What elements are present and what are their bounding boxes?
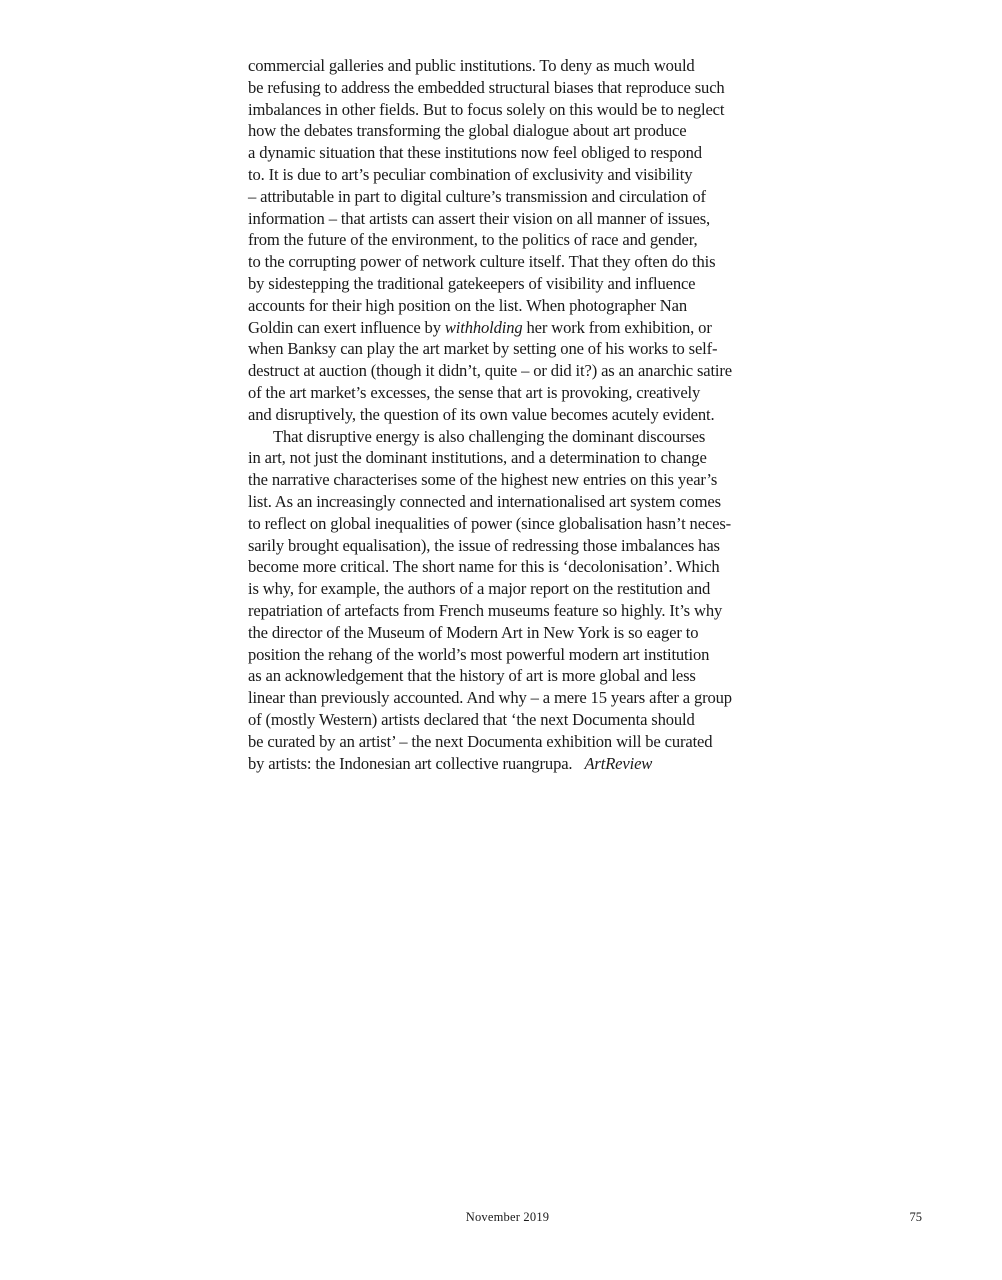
text-line: be curated by an artist’ – the next Documenta exhibition will be curated <box>248 731 713 751</box>
text-line: position the rehang of the world’s most powerful modern art institution <box>248 644 710 664</box>
publication-signature: ArtReview <box>584 753 653 773</box>
text-line: a dynamic situation that these institutions now feel obliged to respond <box>248 143 702 163</box>
page-number: 75 <box>909 1210 922 1224</box>
text-line: to reflect on global inequalities of power (since globalisation hasn’t neces- <box>248 513 732 533</box>
text-line: sarily brought equalisation), the issue of redressing those imbalances has <box>248 535 720 555</box>
text-line: imbalances in other fields. But to focus solely on this would be to neglect <box>248 99 725 119</box>
text-line: from the future of the environment, to the politics of race and gender, <box>248 230 698 250</box>
text-line: to the corrupting power of network culture itself. That they often do this <box>248 252 716 272</box>
text-line: list. As an increasingly connected and internationalised art system comes <box>248 491 721 511</box>
text-line: become more critical. The short name for this is ‘decolonisation’. Which <box>248 557 720 577</box>
text-line: of the art market’s excesses, the sense that art is provoking, creatively <box>248 382 701 402</box>
text-fragment: Goldin can exert influence by <box>248 317 445 337</box>
text-line: be refusing to address the embedded structural biases that reproduce such <box>248 77 725 97</box>
text-line: – attributable in part to digital culture’s transmission and circulation of <box>248 186 706 206</box>
text-line: by sidestepping the traditional gatekeepers of visibility and influence <box>248 273 696 293</box>
footer-date: November 2019 <box>465 1210 550 1224</box>
article-body <box>248 55 740 774</box>
text-line: the director of the Museum of Modern Art in New York is so eager to <box>248 622 699 642</box>
text-line: as an acknowledgement that the history of art is more global and less <box>248 666 696 686</box>
text-line: accounts for their high position on the list. When photographer Nan <box>248 295 687 315</box>
text-line: information – that artists can assert their vision on all manner of issues, <box>248 208 711 228</box>
text-line: how the debates transforming the global dialogue about art produce <box>248 121 687 141</box>
text-line: to. It is due to art’s peculiar combination of exclusivity and visibility <box>248 164 693 184</box>
text-line <box>248 317 740 339</box>
text-line: is why, for example, the authors of a major report on the restitution and <box>248 579 711 599</box>
text-line: and disruptively, the question of its own value becomes acutely evident. <box>248 404 715 424</box>
text-line: destruct at auction (though it didn’t, quite – or did it?) as an anarchic satire <box>248 361 732 381</box>
text-line: in art, not just the dominant institutions, and a determination to change <box>248 448 707 468</box>
text-line <box>248 753 740 775</box>
text-line: linear than previously accounted. And why – a mere 15 years after a group <box>248 688 732 708</box>
text-fragment: by artists: the Indonesian art collective ruangrupa. <box>248 753 573 773</box>
paragraph-start-line: That disruptive energy is also challenging the dominant discourses <box>273 426 706 446</box>
text-line: commercial galleries and public institutions. To deny as much would <box>248 56 695 75</box>
text-line: when Banksy can play the art market by setting one of his works to self- <box>248 339 718 359</box>
emphasis-text: withholding <box>444 317 523 337</box>
text-fragment: her work from exhibition, or <box>522 317 712 337</box>
text-line: the narrative characterises some of the highest new entries on this year’s <box>248 470 718 490</box>
text-line: repatriation of artefacts from French museums feature so highly. It’s why <box>248 600 723 620</box>
text-line: of (mostly Western) artists declared that ‘the next Documenta should <box>248 709 695 729</box>
